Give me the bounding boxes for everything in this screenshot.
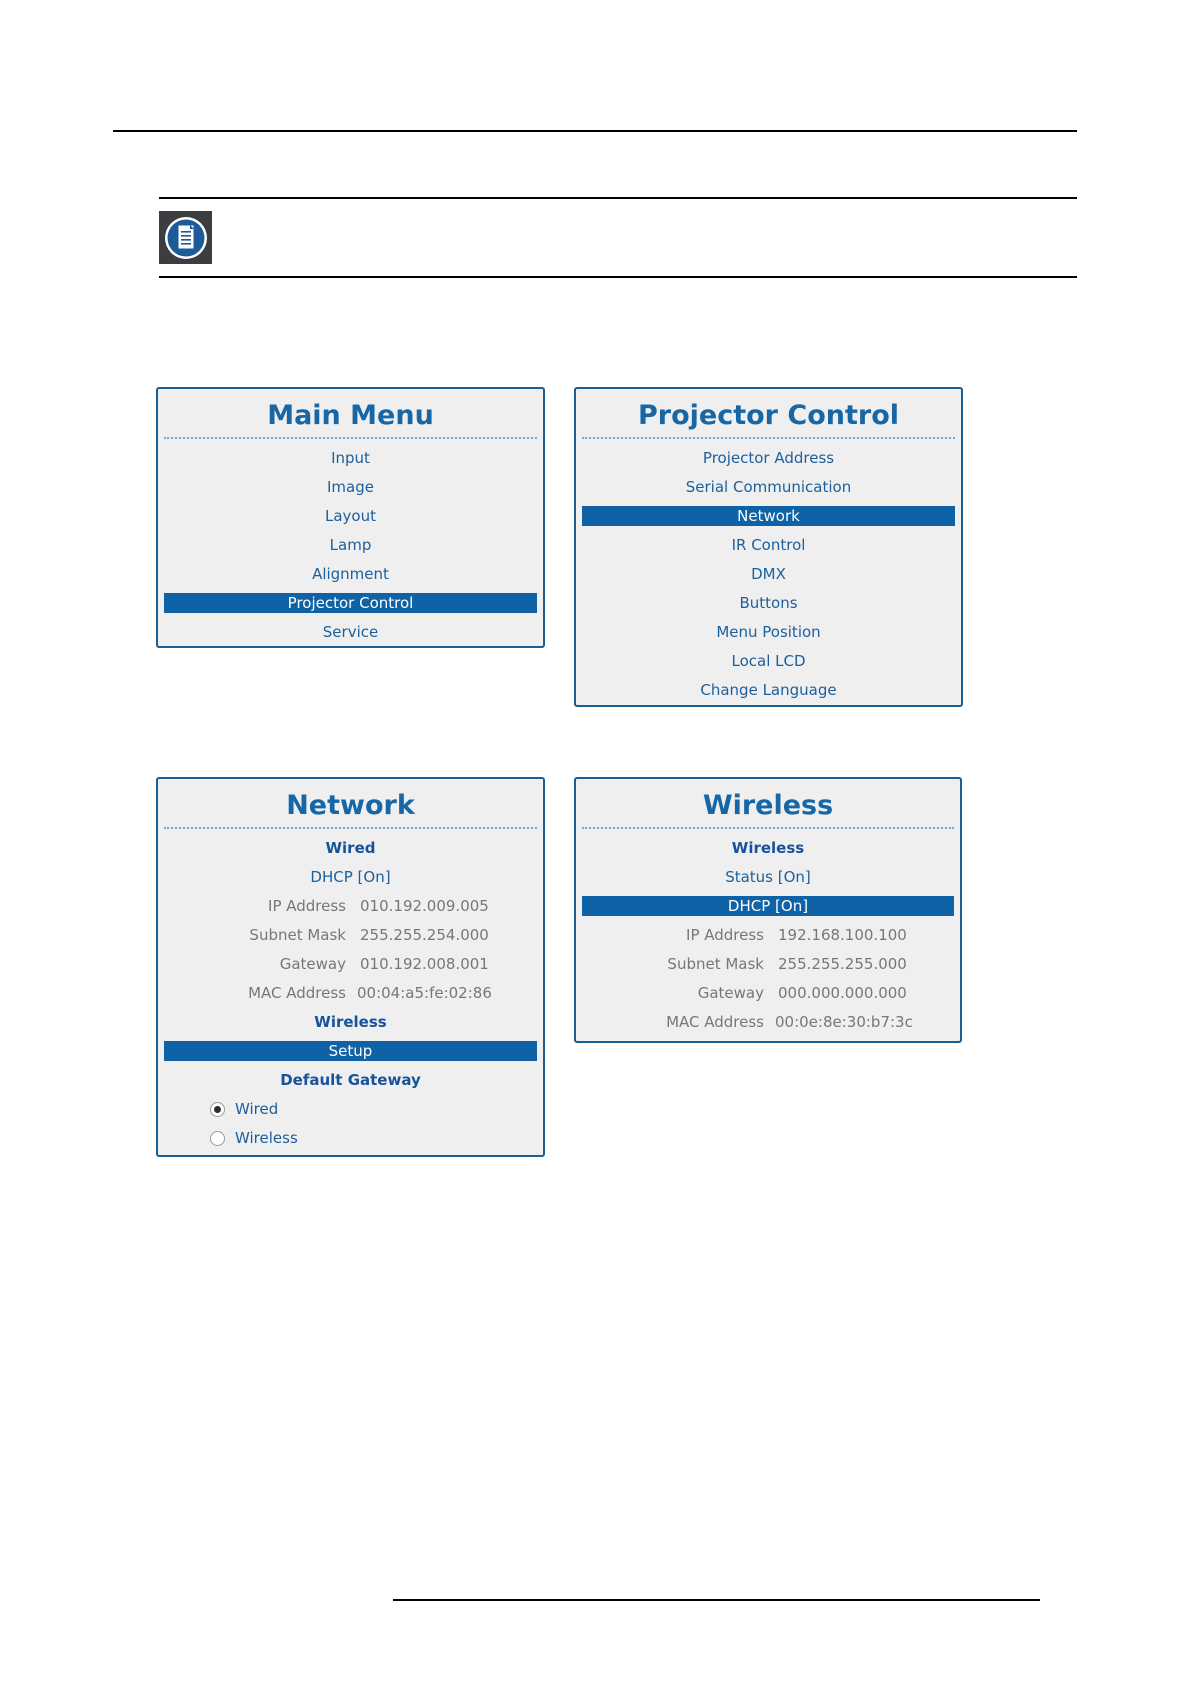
menu-item-input[interactable]: Input bbox=[331, 449, 370, 467]
menu-item-serial-communication[interactable]: Serial Communication bbox=[685, 478, 852, 496]
wireless-panel bbox=[574, 777, 962, 1043]
menu-item-layout[interactable]: Layout bbox=[325, 507, 376, 525]
note-icon bbox=[159, 211, 212, 264]
title-divider bbox=[582, 437, 955, 439]
wireless-ip-address-row bbox=[582, 921, 954, 950]
radio-unselected-icon[interactable] bbox=[210, 1131, 225, 1146]
subnet-mask-label: Subnet Mask bbox=[249, 926, 346, 944]
ip-address-value: 010.192.009.005 bbox=[360, 897, 489, 915]
projector-control-title: Projector Control bbox=[637, 400, 899, 431]
main-menu-title: Main Menu bbox=[267, 400, 434, 431]
gateway-label: Gateway bbox=[279, 955, 346, 973]
menu-item-menu-position[interactable]: Menu Position bbox=[716, 623, 821, 641]
wired-header: Wired bbox=[325, 839, 376, 857]
gateway-value: 000.000.000.000 bbox=[778, 984, 907, 1002]
radio-selected-icon[interactable] bbox=[210, 1102, 225, 1117]
wireless-header: Wireless bbox=[314, 1013, 387, 1031]
default-gateway-header: Default Gateway bbox=[280, 1071, 421, 1089]
menu-item-projector-control[interactable]: Projector Control bbox=[164, 593, 537, 613]
menu-item-buttons[interactable]: Buttons bbox=[739, 594, 798, 612]
menu-item-ir-control[interactable]: IR Control bbox=[731, 536, 806, 554]
title-divider bbox=[582, 827, 954, 829]
menu-item-service[interactable]: Service bbox=[322, 623, 379, 641]
menu-item-change-language[interactable]: Change Language bbox=[700, 681, 837, 699]
header-rule bbox=[113, 130, 1077, 132]
network-title: Network bbox=[286, 790, 415, 821]
menu-item-image[interactable]: Image bbox=[327, 478, 374, 496]
radio-wireless-label: Wireless bbox=[235, 1129, 298, 1147]
menu-item-alignment[interactable]: Alignment bbox=[312, 565, 389, 583]
menu-item-local-lcd[interactable]: Local LCD bbox=[731, 652, 806, 670]
wireless-status-toggle[interactable]: Status [On] bbox=[725, 868, 811, 886]
mac-address-value: 00:04:a5:fe:02:86 bbox=[357, 984, 492, 1002]
wired-ip-address-row bbox=[164, 892, 537, 921]
radio-wired-label: Wired bbox=[235, 1100, 279, 1118]
ip-address-value: 192.168.100.100 bbox=[778, 926, 907, 944]
wired-subnet-mask-row bbox=[164, 921, 537, 950]
menu-item-dmx[interactable]: DMX bbox=[751, 565, 786, 583]
mac-address-label: MAC Address bbox=[248, 984, 346, 1002]
title-divider bbox=[164, 437, 537, 439]
note-bottom-rule bbox=[159, 276, 1077, 278]
title-divider bbox=[164, 827, 537, 829]
main-menu-panel bbox=[156, 387, 545, 648]
note-top-rule bbox=[159, 197, 1077, 199]
wireless-gateway-row bbox=[582, 979, 954, 1008]
default-gateway-wireless-option[interactable] bbox=[164, 1124, 537, 1153]
wireless-section-header: Wireless bbox=[731, 839, 805, 857]
wireless-setup-button[interactable]: Setup bbox=[164, 1041, 537, 1061]
menu-item-network[interactable]: Network bbox=[582, 506, 955, 526]
wireless-mac-address-row bbox=[582, 1008, 954, 1037]
wireless-title: Wireless bbox=[702, 790, 834, 821]
wired-dhcp-toggle[interactable]: DHCP [On] bbox=[310, 868, 391, 886]
ip-address-label: IP Address bbox=[686, 926, 764, 944]
gateway-label: Gateway bbox=[697, 984, 764, 1002]
default-gateway-wired-option[interactable] bbox=[164, 1095, 537, 1124]
projector-control-panel bbox=[574, 387, 963, 707]
subnet-mask-value: 255.255.255.000 bbox=[778, 955, 907, 973]
network-panel bbox=[156, 777, 545, 1157]
mac-address-value: 00:0e:8e:30:b7:3c bbox=[775, 1013, 913, 1031]
wired-gateway-row bbox=[164, 950, 537, 979]
wired-mac-address-row bbox=[164, 979, 537, 1008]
wireless-dhcp-toggle[interactable]: DHCP [On] bbox=[582, 896, 954, 916]
menu-item-projector-address[interactable]: Projector Address bbox=[702, 449, 835, 467]
subnet-mask-label: Subnet Mask bbox=[667, 955, 764, 973]
menu-item-lamp[interactable]: Lamp bbox=[329, 536, 372, 554]
ip-address-label: IP Address bbox=[268, 897, 346, 915]
footer-rule bbox=[393, 1599, 1040, 1601]
gateway-value: 010.192.008.001 bbox=[360, 955, 489, 973]
wireless-subnet-mask-row bbox=[582, 950, 954, 979]
mac-address-label: MAC Address bbox=[666, 1013, 764, 1031]
subnet-mask-value: 255.255.254.000 bbox=[360, 926, 489, 944]
